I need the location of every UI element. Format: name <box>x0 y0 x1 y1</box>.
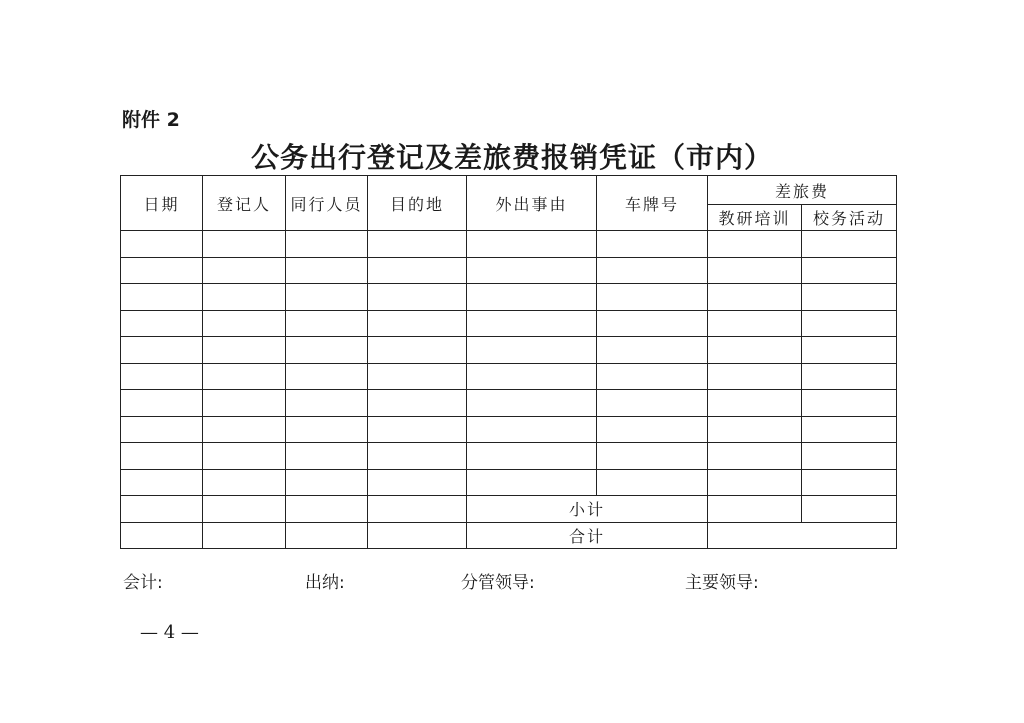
header-registrant: 登记人 <box>203 176 286 231</box>
table-row <box>121 337 897 364</box>
subtotal-row <box>121 496 897 523</box>
header-school-affairs: 校务活动 <box>802 205 897 231</box>
total-row <box>121 522 897 549</box>
table-row <box>121 363 897 390</box>
table-row <box>121 416 897 443</box>
subtotal-label: 小计 <box>467 496 708 523</box>
accountant-signature: 会计: <box>123 573 163 593</box>
header-plate-number: 车牌号 <box>597 176 708 231</box>
table-row <box>121 231 897 258</box>
header-travel-expense: 差旅费 <box>708 176 897 205</box>
supervisor-signature: 分管领导: <box>461 573 535 593</box>
page-number: — 4 — <box>140 622 199 643</box>
table-row <box>121 469 897 496</box>
header-destination: 目的地 <box>368 176 467 231</box>
header-reason: 外出事由 <box>467 176 597 231</box>
total-label: 合计 <box>467 522 708 549</box>
table-row <box>121 390 897 417</box>
attachment-label: 附件 2 <box>122 109 180 131</box>
header-teaching-training: 教研培训 <box>708 205 802 231</box>
header-companions: 同行人员 <box>286 176 368 231</box>
table-row <box>121 310 897 337</box>
reimbursement-table <box>120 175 897 549</box>
leader-signature: 主要领导: <box>685 573 759 593</box>
form-title: 公务出行登记及差旅费报销凭证（市内） <box>250 141 773 174</box>
table-row <box>121 284 897 311</box>
table-row <box>121 443 897 470</box>
header-date: 日期 <box>121 176 203 231</box>
table-row <box>121 257 897 284</box>
cashier-signature: 出纳: <box>305 573 345 593</box>
